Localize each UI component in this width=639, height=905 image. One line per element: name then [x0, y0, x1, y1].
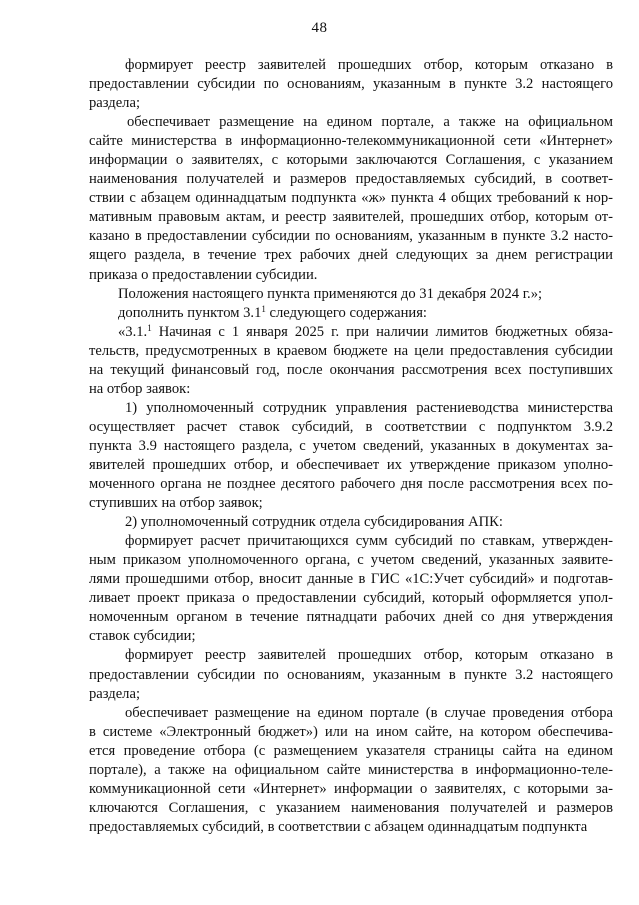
paragraph	[89, 513, 613, 532]
text-line: предоставлении субсидии по основаниям, указанным в пункте 3.2 настоящего	[89, 666, 613, 683]
text-line: дополнить пунктом $3.1^1$ следующего содержания:	[118, 303, 427, 321]
text-line: обеспечивает размещение на едином портале (в случае проведения отбора	[125, 704, 613, 721]
text-line: пункта 3.9 настоящего раздела, с учетом сведений, указанных в документах за-	[89, 437, 613, 454]
text-line: раздела;	[89, 685, 140, 702]
paragraph	[89, 285, 613, 304]
text-line: ется проведение отбора (с размещением указателя страницы сайта на едином	[89, 742, 613, 759]
text-line: лями прошедшими отбор, вносит данные в ГИС «1С:Учет субсидий» и подготав-	[89, 571, 613, 588]
text-line: номоченным органом в течение пятнадцати рабочих дней со дня утверждения	[89, 609, 613, 626]
text-line: ящего раздела, в течение трех рабочих дней следующих за днем регистрации	[89, 247, 613, 264]
text-line: ключаются Соглашения, с указанием наименования получателей и размеров	[89, 799, 613, 816]
page-number: 48	[311, 20, 328, 36]
text-line: явителей прошедших отбор, и обеспечивает их утверждение приказом уполно-	[89, 456, 613, 473]
paragraph	[89, 704, 613, 837]
paragraph	[89, 532, 613, 646]
text-line: портале), а также на официальном сайте министерства в информационно-теле-	[89, 761, 613, 778]
text-line: 1) уполномоченный сотрудник управления растениеводства министерства	[125, 399, 613, 416]
paragraph	[89, 113, 613, 284]
text-line: ствии с абзацем одиннадцатым подпункта «ж» пункта 4 общих требований к нор-	[89, 190, 613, 207]
paragraph	[89, 323, 613, 399]
text-line: казано в предоставлении субсидии по основаниям, указанным в пункте 3.2 насто-	[89, 228, 613, 245]
text-line: предоставлении субсидии по основаниям, указанным в пункте 3.2 настоящего	[89, 76, 613, 93]
text-line: тельств, предусмотренных в краевом бюджете на цели предоставления субсидии	[89, 342, 613, 359]
document-body	[89, 56, 613, 837]
text-line: осуществляет расчет ставок субсидий, в соответствии с подпунктом 3.9.2	[89, 418, 613, 435]
text-line: моченного органа не позднее десятого рабочего дня после рассмотрения всех по-	[89, 476, 613, 493]
text-line: на отбор заявок:	[89, 380, 191, 397]
text-line: приказа о предоставлении субсидии.	[89, 266, 318, 283]
text-line: ливает проект приказа о предоставлении субсидий, который оформляется упол-	[89, 590, 613, 607]
text-line: «3.1.$^1$ Начиная с 1 января 2025 г. при наличии лимитов бюджетных обяза-	[118, 322, 613, 340]
paragraph	[89, 56, 613, 113]
text-line: Положения настоящего пункта применяются до 31 декабря 2024 г.»;	[118, 285, 543, 302]
text-line: ным приказом уполномоченного органа, с учетом сведений, указанных заявите-	[89, 552, 613, 569]
text-line: сайте министерства в информационно-телекоммуникационной сети «Интернет»	[89, 133, 613, 150]
text-line: наименования получателей и размеров предоставляемых субсидий, в соответ-	[89, 171, 613, 188]
text-line: мативным правовым актам, и реестр заявителей, прошедших отбор, которым от-	[89, 209, 613, 226]
text-line: формирует реестр заявителей прошедших отбор, которым отказано в	[125, 647, 613, 664]
paragraph	[89, 646, 613, 703]
paragraph	[89, 399, 613, 513]
text-line: предоставляемых субсидий, в соответствии с абзацем одиннадцатым подпункта	[89, 818, 588, 835]
paragraph	[89, 304, 613, 323]
text-line: 2) уполномоченный сотрудник отдела субсидирования АПК:	[125, 514, 503, 531]
text-line: формирует реестр заявителей прошедших отбор, которым отказано в	[125, 57, 613, 73]
text-line: ступивших на отбор заявок;	[89, 495, 263, 512]
text-line: в системе «Электронный бюджет») или на ином сайте, на котором обеспечива-	[89, 723, 613, 740]
text-line: информации о заявителях, с которыми заключаются Соглашения, с указанием	[89, 152, 613, 169]
text-line: ставок субсидии;	[89, 628, 196, 645]
text-line: раздела;	[89, 95, 140, 112]
text-line: формирует расчет причитающихся сумм субсидий по ставкам, утвержден-	[125, 533, 613, 550]
text-line: на текущий финансовый год, после окончания рассмотрения всех поступивших	[89, 361, 613, 378]
text-line: коммуникационной сети «Интернет» информации о заявителях, с которыми за-	[89, 780, 613, 797]
text-line: обеспечивает размещение на едином портале, а также на официальном	[127, 114, 613, 131]
